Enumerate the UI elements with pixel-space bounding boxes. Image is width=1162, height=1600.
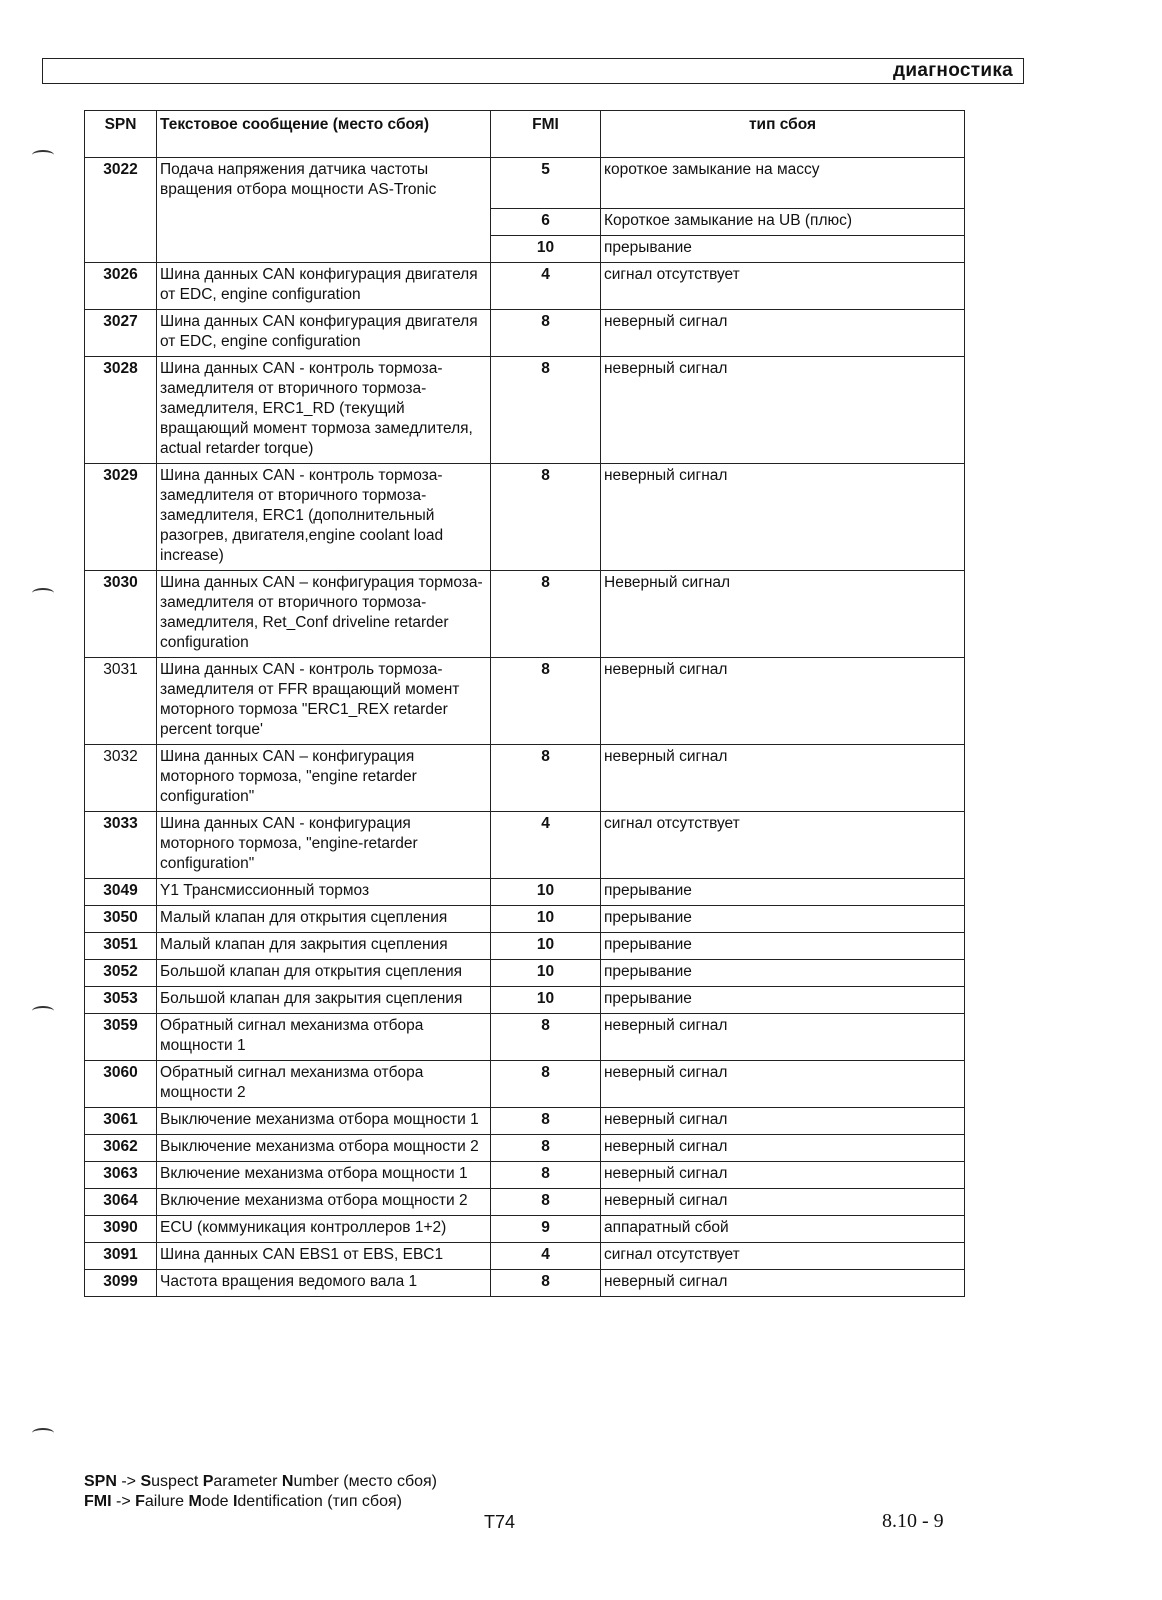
fmi-cell: 10 xyxy=(491,960,601,987)
fmi-cell: 8 xyxy=(491,745,601,812)
message-cell: Малый клапан для закрытия сцепления xyxy=(157,933,491,960)
spn-cell: 3033 xyxy=(85,812,157,879)
legend-text: dentification (тип сбоя) xyxy=(237,1493,402,1510)
fmi-cell: 4 xyxy=(491,263,601,310)
message-cell: Обратный сигнал механизма отбора мощности 2 xyxy=(157,1061,491,1108)
legend-letter: F xyxy=(135,1493,145,1510)
table-row xyxy=(85,812,965,879)
spn-cell: 3090 xyxy=(85,1216,157,1243)
column-header-fmi: FMI xyxy=(491,111,601,158)
legend-text: uspect xyxy=(151,1473,203,1490)
message-cell: Шина данных CAN – конфигурация тормоза-замедлителя от вторичного тормоза-замедлителя, Ret_Conf driveline retarder configuration xyxy=(157,571,491,658)
message-cell: Шина данных CAN - контроль тормоза-замедлителя от FFR вращающий момент моторного тормоза "ERC1_REX retarder percent torque' xyxy=(157,658,491,745)
legend-letter: N xyxy=(281,1473,294,1490)
type-cell: прерывание xyxy=(601,236,965,263)
message-cell: Шина данных CAN - контроль тормоза-замедлителя от вторичного тормоза-замедлителя, ERC1_RD (текущий вращающий момент тормоза замедлителя, actual retarder torque) xyxy=(157,357,491,464)
table-row xyxy=(85,960,965,987)
fmi-cell: 10 xyxy=(491,906,601,933)
table-row xyxy=(85,1270,965,1297)
legend-fmi-line xyxy=(84,1492,437,1512)
legend-text: umber (место сбоя) xyxy=(293,1473,438,1490)
type-cell: неверный сигнал xyxy=(601,1135,965,1162)
message-cell: Включение механизма отбора мощности 1 xyxy=(157,1162,491,1189)
type-cell: сигнал отсутствует xyxy=(601,263,965,310)
table-row xyxy=(85,263,965,310)
document-code: T74 xyxy=(484,1512,516,1532)
type-cell: прерывание xyxy=(601,879,965,906)
spn-cell: 3029 xyxy=(85,464,157,571)
message-cell: Выключение механизма отбора мощности 1 xyxy=(157,1108,491,1135)
legend-letter: S xyxy=(140,1473,152,1490)
type-cell: неверный сигнал xyxy=(601,1189,965,1216)
message-cell: Малый клапан для открытия сцепления xyxy=(157,906,491,933)
table-row xyxy=(85,310,965,357)
fmi-cell: 8 xyxy=(491,1108,601,1135)
fmi-cell: 10 xyxy=(491,933,601,960)
table-row xyxy=(85,745,965,812)
margin-mark xyxy=(32,150,54,160)
message-cell: Шина данных CAN - конфигурация моторного тормоза, "engine-retarder configuration" xyxy=(157,812,491,879)
fmi-cell: 8 xyxy=(491,1270,601,1297)
fmi-cell: 4 xyxy=(491,1243,601,1270)
spn-cell: 3052 xyxy=(85,960,157,987)
message-cell: Выключение механизма отбора мощности 2 xyxy=(157,1135,491,1162)
legend-letter: I xyxy=(232,1493,238,1510)
table-row xyxy=(85,571,965,658)
type-cell: сигнал отсутствует xyxy=(601,1243,965,1270)
fmi-cell: 10 xyxy=(491,987,601,1014)
margin-mark xyxy=(32,1006,54,1016)
column-header-message: Текстовое сообщение (место сбоя) xyxy=(157,111,491,158)
page-number: 8.10 - 9 xyxy=(882,1510,944,1532)
table-row xyxy=(85,357,965,464)
table-row xyxy=(85,1135,965,1162)
type-cell: сигнал отсутствует xyxy=(601,812,965,879)
fmi-cell: 8 xyxy=(491,571,601,658)
legend-arrow: -> xyxy=(111,1493,136,1510)
message-cell: Шина данных CAN конфигурация двигателя от EDC, engine configuration xyxy=(157,310,491,357)
legend-arrow: -> xyxy=(116,1473,141,1490)
message-cell: Большой клапан для открытия сцепления xyxy=(157,960,491,987)
type-cell: Неверный сигнал xyxy=(601,571,965,658)
fmi-cell: 4 xyxy=(491,812,601,879)
message-cell: Y1 Трансмиссионный тормоз xyxy=(157,879,491,906)
spn-cell: 3032 xyxy=(85,745,157,812)
message-cell: Шина данных CAN конфигурация двигателя от EDC, engine configuration xyxy=(157,263,491,310)
fmi-cell: 8 xyxy=(491,1135,601,1162)
table-row xyxy=(85,987,965,1014)
type-cell: неверный сигнал xyxy=(601,357,965,464)
table-row xyxy=(85,658,965,745)
column-header-type: тип сбоя xyxy=(601,111,965,158)
legend-text: arameter xyxy=(213,1473,282,1490)
type-cell: аппаратный сбой xyxy=(601,1216,965,1243)
type-cell: прерывание xyxy=(601,960,965,987)
table-row xyxy=(85,1014,965,1061)
legend-spn-line xyxy=(84,1472,437,1492)
fmi-cell: 8 xyxy=(491,310,601,357)
spn-cell: 3064 xyxy=(85,1189,157,1216)
table-row xyxy=(85,1061,965,1108)
message-cell: ECU (коммуникация контроллеров 1+2) xyxy=(157,1216,491,1243)
spn-cell: 3091 xyxy=(85,1243,157,1270)
table-row xyxy=(85,906,965,933)
type-cell: прерывание xyxy=(601,906,965,933)
fmi-cell: 8 xyxy=(491,658,601,745)
table-row xyxy=(85,1216,965,1243)
type-cell: неверный сигнал xyxy=(601,1061,965,1108)
spn-cell: 3027 xyxy=(85,310,157,357)
type-cell: неверный сигнал xyxy=(601,464,965,571)
type-cell: прерывание xyxy=(601,987,965,1014)
legend-spn-abbr: SPN xyxy=(84,1473,117,1490)
spn-cell: 3063 xyxy=(85,1162,157,1189)
fmi-cell: 8 xyxy=(491,1061,601,1108)
spn-cell: 3051 xyxy=(85,933,157,960)
message-cell: Включение механизма отбора мощности 2 xyxy=(157,1189,491,1216)
table-row xyxy=(85,1243,965,1270)
spn-cell: 3028 xyxy=(85,357,157,464)
fmi-cell: 10 xyxy=(491,236,601,263)
table-row xyxy=(85,1189,965,1216)
spn-cell: 3062 xyxy=(85,1135,157,1162)
table-header-row xyxy=(85,111,965,158)
spn-cell: 3053 xyxy=(85,987,157,1014)
fmi-cell: 6 xyxy=(491,209,601,236)
spn-cell: 3022 xyxy=(85,158,157,263)
table-row xyxy=(85,1108,965,1135)
column-header-spn: SPN xyxy=(85,111,157,158)
margin-mark xyxy=(32,588,54,598)
diagnostic-table xyxy=(84,110,965,1297)
type-cell: неверный сигнал xyxy=(601,310,965,357)
fmi-cell: 8 xyxy=(491,357,601,464)
fmi-cell: 10 xyxy=(491,879,601,906)
fmi-cell: 8 xyxy=(491,1162,601,1189)
fmi-cell: 5 xyxy=(491,158,601,209)
fmi-cell: 9 xyxy=(491,1216,601,1243)
type-cell: неверный сигнал xyxy=(601,1014,965,1061)
fmi-cell: 8 xyxy=(491,464,601,571)
spn-cell: 3099 xyxy=(85,1270,157,1297)
legend xyxy=(84,1472,437,1512)
message-cell: Подача напряжения датчика частоты вращения отбора мощности AS-Tronic xyxy=(157,158,491,263)
table-row xyxy=(85,879,965,906)
legend-text: ode xyxy=(201,1493,233,1510)
spn-cell: 3030 xyxy=(85,571,157,658)
legend-letter: P xyxy=(202,1473,214,1490)
message-cell: Обратный сигнал механизма отбора мощности 1 xyxy=(157,1014,491,1061)
table-row xyxy=(85,464,965,571)
legend-letter: M xyxy=(188,1493,202,1510)
type-cell: неверный сигнал xyxy=(601,1108,965,1135)
type-cell: неверный сигнал xyxy=(601,658,965,745)
spn-cell: 3060 xyxy=(85,1061,157,1108)
spn-cell: 3049 xyxy=(85,879,157,906)
spn-cell: 3050 xyxy=(85,906,157,933)
message-cell: Частота вращения ведомого вала 1 xyxy=(157,1270,491,1297)
type-cell: короткое замыкание на массу xyxy=(601,158,965,209)
table-row xyxy=(85,1162,965,1189)
table-row xyxy=(85,158,965,209)
header-bar xyxy=(42,58,1024,84)
message-cell: Шина данных CAN – конфигурация моторного тормоза, "engine retarder configuration" xyxy=(157,745,491,812)
margin-mark xyxy=(32,1428,54,1438)
fmi-cell: 8 xyxy=(491,1014,601,1061)
page-section-title: диагностика xyxy=(893,60,1013,81)
type-cell: неверный сигнал xyxy=(601,745,965,812)
spn-cell: 3061 xyxy=(85,1108,157,1135)
type-cell: неверный сигнал xyxy=(601,1270,965,1297)
spn-cell: 3026 xyxy=(85,263,157,310)
legend-fmi-abbr: FMI xyxy=(84,1493,112,1510)
message-cell: Шина данных CAN - контроль тормоза-замедлителя от вторичного тормоза-замедлителя, ERC1 (дополнительный разогрев, двигателя,engine coolant load increase) xyxy=(157,464,491,571)
type-cell: неверный сигнал xyxy=(601,1162,965,1189)
message-cell: Большой клапан для закрытия сцепления xyxy=(157,987,491,1014)
spn-cell: 3031 xyxy=(85,658,157,745)
type-cell: прерывание xyxy=(601,933,965,960)
legend-text: ailure xyxy=(144,1493,189,1510)
spn-cell: 3059 xyxy=(85,1014,157,1061)
message-cell: Шина данных CAN EBS1 от EBS, EBC1 xyxy=(157,1243,491,1270)
fmi-cell: 8 xyxy=(491,1189,601,1216)
type-cell: Короткое замыкание на UB (плюс) xyxy=(601,209,965,236)
table-row xyxy=(85,933,965,960)
